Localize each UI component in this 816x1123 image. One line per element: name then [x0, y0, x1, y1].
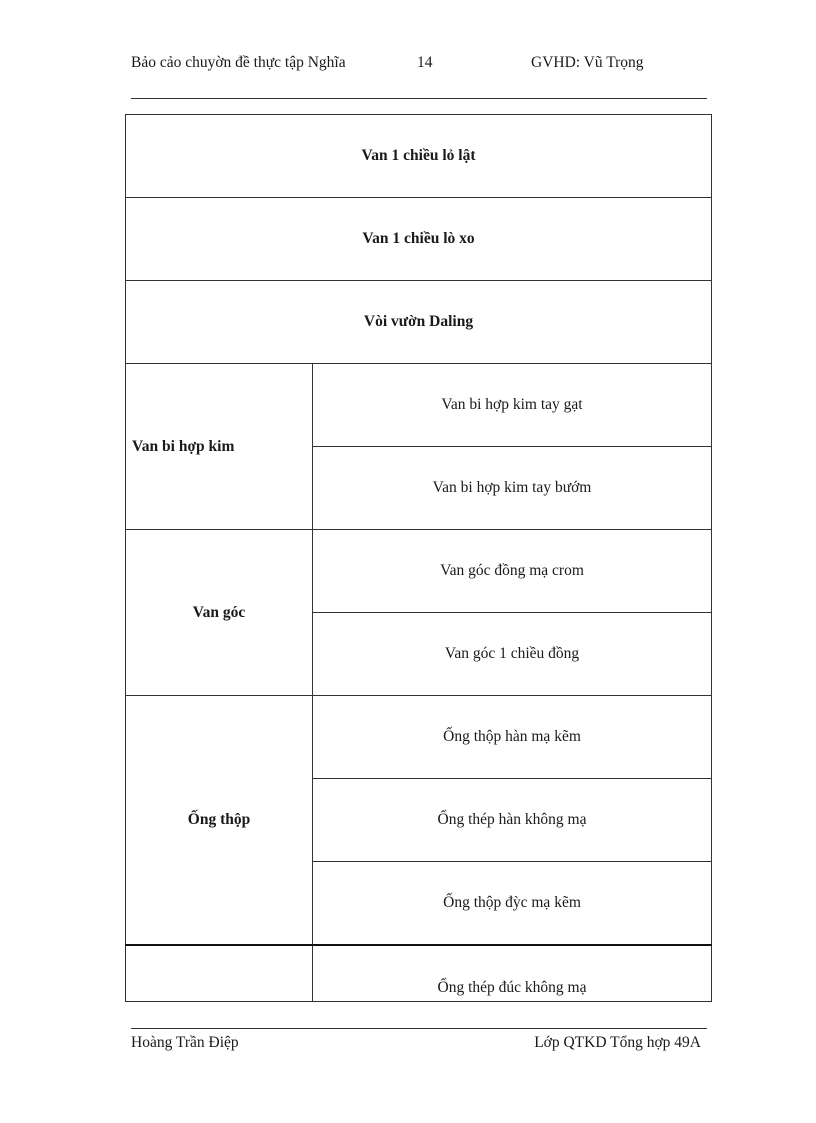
- product-cell: Van 1 chiều lỏ lật: [126, 115, 712, 198]
- group-cell: Van góc: [126, 530, 313, 696]
- class-name: Lớp QTKD Tổng hợp 49A: [534, 1034, 701, 1051]
- item-cell: Ống thép hàn không mạ: [313, 779, 712, 862]
- page-number: 14: [417, 54, 433, 71]
- page-footer: [131, 1028, 707, 1051]
- table-row: [126, 364, 712, 447]
- item-cell-text: Ống thép đúc không mạ: [437, 979, 587, 996]
- item-cell: Ống thộp hàn mạ kẽm: [313, 696, 712, 779]
- report-title: Bảo cảo chuyờn đề thực tập Nghĩa: [131, 54, 346, 71]
- item-cell: Ống thộp đỳc mạ kẽm: [313, 862, 712, 946]
- page-header: [131, 52, 707, 99]
- group-cell: [126, 945, 313, 1002]
- table-row: [126, 115, 712, 198]
- product-table: [125, 114, 712, 1002]
- table-row: [126, 281, 712, 364]
- product-cell: Van 1 chiều lò xo: [126, 198, 712, 281]
- product-cell: Vòi vườn Daling: [126, 281, 712, 364]
- table-row: [126, 198, 712, 281]
- author-name: Hoàng Trần Điệp: [131, 1034, 239, 1051]
- item-cell: Van góc đồng mạ crom: [313, 530, 712, 613]
- item-cell: Van góc 1 chiều đồng: [313, 613, 712, 696]
- table-row: [126, 945, 712, 1002]
- group-cell: Van bi hợp kim: [126, 364, 313, 530]
- item-cell: Van bi hợp kim tay bướm: [313, 447, 712, 530]
- table-row: [126, 696, 712, 779]
- item-cell: [313, 945, 712, 1002]
- table-row: [126, 530, 712, 613]
- group-cell: Ống thộp: [126, 696, 313, 946]
- item-cell: Van bi hợp kim tay gạt: [313, 364, 712, 447]
- supervisor: GVHD: Vũ Trọng: [531, 54, 644, 71]
